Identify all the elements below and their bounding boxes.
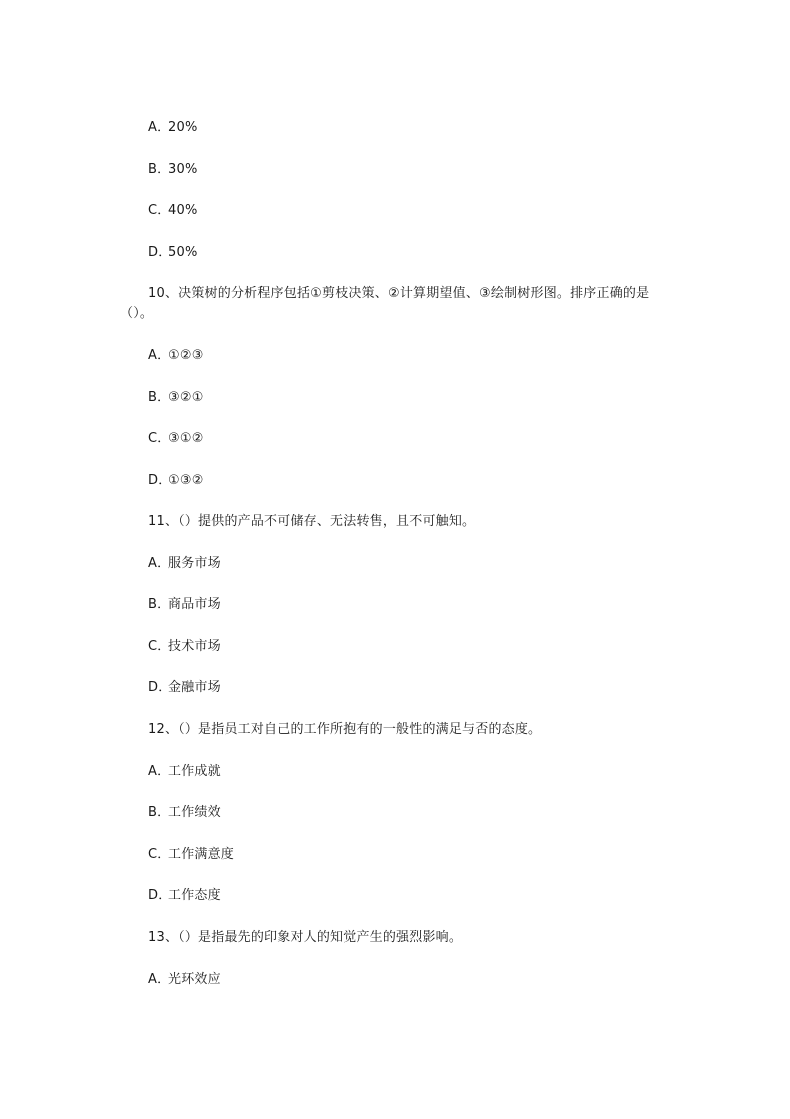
q12-option-d (148, 886, 221, 906)
q12-option-b (148, 803, 221, 823)
option-letter: B． (148, 162, 171, 177)
option-letter: C． (148, 431, 171, 446)
q13-option-a (148, 970, 221, 990)
q11-stem: 11、（）提供的产品不可储存、无法转售，且不可触知。 (148, 514, 476, 529)
option-letter: A． (148, 348, 171, 363)
q10-stem: 10、决策树的分析程序包括①剪枝决策、②计算期望值、③绘制树形图。排序正确的是（）。 (120, 286, 650, 321)
option-text: 服务市场 (168, 556, 221, 571)
option-letter: A． (148, 972, 171, 987)
q11-option-b (148, 595, 221, 615)
option-letter: B． (148, 597, 171, 612)
q10-option-c (148, 429, 204, 449)
q10-option-d (148, 471, 204, 491)
option-letter: C． (148, 203, 171, 218)
option-text: 工作态度 (168, 888, 221, 903)
q9-option-a (148, 118, 198, 138)
option-text: 工作满意度 (168, 847, 235, 862)
option-text: ①②③ (168, 348, 204, 363)
option-letter: D． (148, 680, 172, 695)
option-text: ③②① (168, 390, 204, 405)
q9-option-b (148, 160, 198, 180)
option-text: 40% (168, 203, 198, 218)
option-letter: A． (148, 764, 171, 779)
option-text: 工作成就 (168, 764, 221, 779)
q10-option-a (148, 346, 204, 366)
q12-option-c (148, 845, 234, 865)
option-text: 技术市场 (168, 639, 221, 654)
option-letter: B． (148, 390, 171, 405)
option-text: ③①② (168, 431, 204, 446)
option-text: 50% (168, 245, 198, 260)
option-text: 商品市场 (168, 597, 221, 612)
option-text: 20% (168, 120, 198, 135)
q9-option-c (148, 201, 198, 221)
q11-option-a (148, 554, 221, 574)
option-text: 金融市场 (168, 680, 221, 695)
q12-stem: 12、（）是指员工对自己的工作所抱有的一般性的满足与否的态度。 (148, 722, 542, 737)
option-text: 30% (168, 162, 198, 177)
option-text: 工作绩效 (168, 805, 221, 820)
q9-option-d (148, 243, 198, 263)
option-letter: C． (148, 639, 171, 654)
q12-option-a (148, 762, 221, 782)
option-letter: D． (148, 245, 172, 260)
option-letter: D． (148, 888, 172, 903)
q11-option-c (148, 637, 221, 657)
option-letter: A． (148, 120, 171, 135)
q11-option-d (148, 678, 221, 698)
option-letter: A． (148, 556, 171, 571)
option-letter: C． (148, 847, 171, 862)
option-text: ①③② (168, 473, 204, 488)
option-letter: D． (148, 473, 172, 488)
option-text: 光环效应 (168, 972, 221, 987)
option-letter: B． (148, 805, 171, 820)
q13-stem: 13、（）是指最先的印象对人的知觉产生的强烈影响。 (148, 930, 463, 945)
q10-option-b (148, 388, 204, 408)
